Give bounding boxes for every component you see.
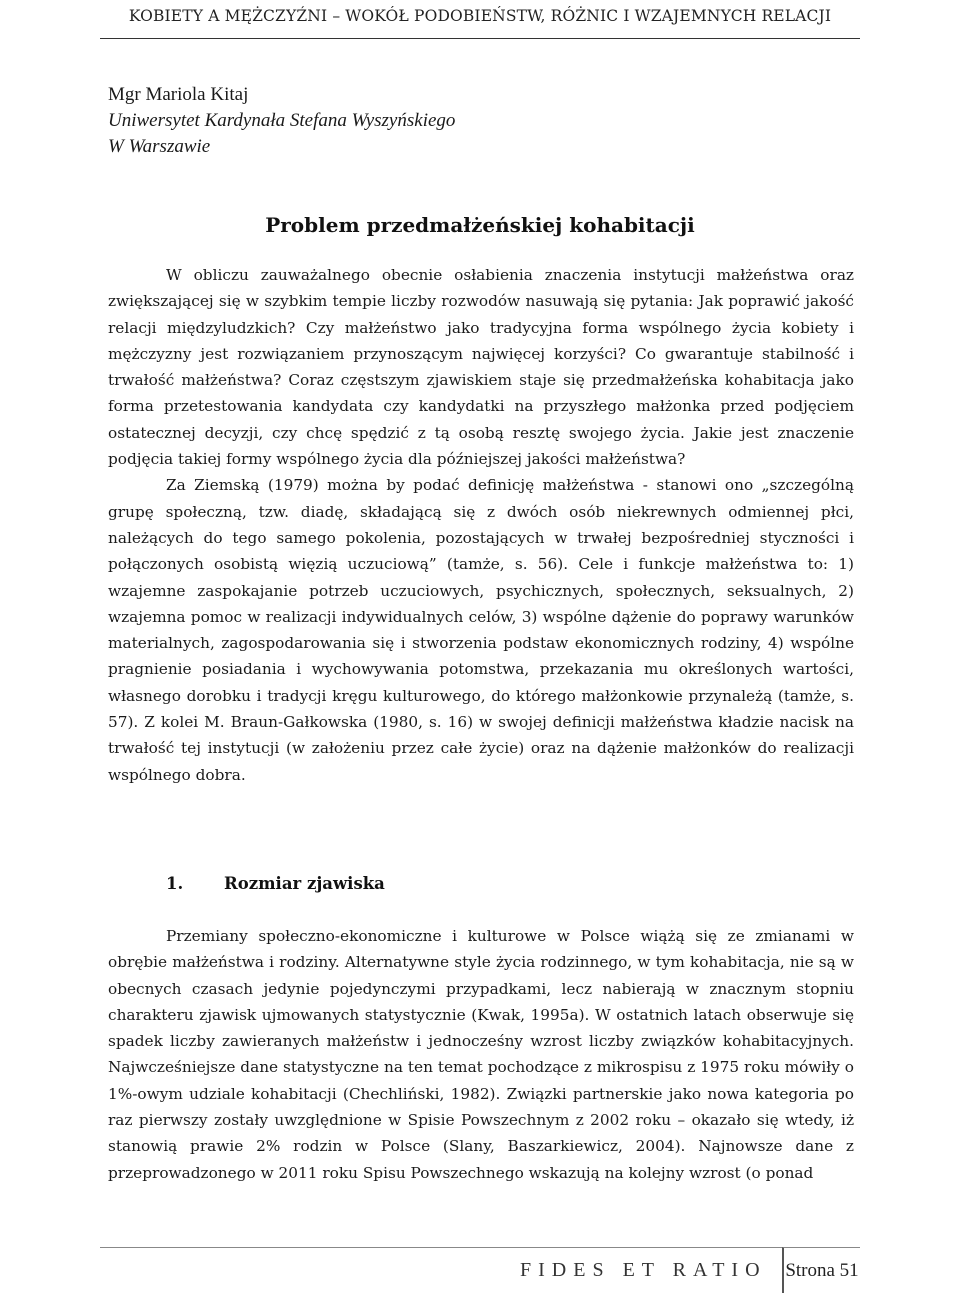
section-heading xyxy=(166,871,385,897)
section-body xyxy=(108,923,854,1186)
author-name: Mgr Mariola Kitaj xyxy=(108,84,249,105)
page-number: Strona 51 xyxy=(782,1247,860,1293)
section-title: Rozmiar zjawiska xyxy=(224,874,385,893)
running-header: KOBIETY A MĘŻCZYŹNI – WOKÓŁ PODOBIEŃSTW, RÓŻNIC I WZAJEMNYCH RELACJI xyxy=(128,7,832,25)
header-divider xyxy=(100,38,860,39)
section-number: 1. xyxy=(166,874,184,893)
author-block xyxy=(108,82,455,160)
author-city: W Warszawie xyxy=(108,136,211,157)
section-paragraph-1: Przemiany społeczno-ekonomiczne i kulturowe w Polsce wiążą się ze zmianami w obrębie małżeństwa i rodziny. Alternatywne style życia rodzinnego, w tym kohabitacja, nie są w obecnych czasach jedynie pojedynczymi przypadkami, lecz nabierają w znacznym stopniu charakteru zjawisk ujmowanych statystycznie (Kwak, 1995a). W ostatnich latach obserwuje się spadek liczby zawieranych małżeństw i jednocześny wzrost liczby związków kohabitacyjnych. Najwcześniejsze dane statystyczne na ten temat pochodzące z mikrospisu z 1975 roku mówiły o 1%-owym udziale kohabitacji (Chechliński, 1982). Związki partnerskie jako nowa kategoria po raz pierwszy zostały uwzględnione w Spisie Powszechnym z 2002 roku – okazało się wtedy, iż stanowią prawie 2% rodzin w Polsce (Slany, Baszarkiewicz, 2004). Najnowsze dane z przeprowadzonego w 2011 roku Spisu Powszechnego wskazują na kolejny wzrost (o ponad xyxy=(108,927,854,1182)
introduction xyxy=(108,262,854,788)
intro-paragraph-2: Za Ziemską (1979) można by podać definicję małżeństwa - stanowi ono „szczególną grupę społeczną, tzw. diadę, składającą się z dwóch osób niekrewnych odmiennej płci, należących do tego samego pokolenia, pozostających w trwałej bezpośredniej styczności i połączonych osobistą więzią uczuciową” (tamże, s. 56). Cele i funkcje małżeństwa to: 1) wzajemne zaspokajanie potrzeb uczuciowych, psychicznych, społecznych, seksualnych, 2) wzajemna pomoc w realizacji indywidualnych celów, 3) wspólne dążenie do poprawy warunków materialnych, zagospodarowania się i stworzenia podstaw ekonomicznych rodziny, 4) wspólne pragnienie posiadania i wychowywania potomstwa, przekazania mu określonych wartości, własnego dorobku i tradycji kręgu kulturowego, do którego małżonkowie przynależą (tamże, s. 57). Z kolei M. Braun-Gałkowska (1980, s. 16) w swojej definicji małżeństwa kładzie nacisk na trwałość tej instytucji (w założeniu przez całe życie) oraz na dążenie małżonków do realizacji wspólnego dobra. xyxy=(108,476,854,784)
paper-title: Problem przedmałżeńskiej kohabitacji xyxy=(265,213,695,237)
intro-paragraph-1: W obliczu zauważalnego obecnie osłabienia znaczenia instytucji małżeństwa oraz zwiększającej się w szybkim tempie liczby rozwodów nasuwają się pytania: Jak poprawić jakość relacji międzyludzkich? Czy małżeństwo jako tradycyjna forma wspólnego życia kobiety i mężczyzny jest rozwiązaniem przynoszącym najwięcej korzyści? Co gwarantuje stabilność i trwałość małżeństwa? Coraz częstszym zjawiskiem staje się przedmałżeńska kohabitacja jako forma przetestowania kandydata czy kandydatki na przyszłego małżonka przed podjęciem ostatecznej decyzji, czy chcę spędzić z tą osobą resztę swojego życia. Jakie jest znaczenie podjęcia takiej formy wspólnego życia dla późniejszej jakości małżeństwa? xyxy=(108,266,854,469)
author-affiliation: Uniwersytet Kardynała Stefana Wyszyńskiego xyxy=(108,110,456,131)
footer-divider xyxy=(100,1247,782,1248)
journal-name: FIDES ET RATIO xyxy=(520,1259,767,1281)
